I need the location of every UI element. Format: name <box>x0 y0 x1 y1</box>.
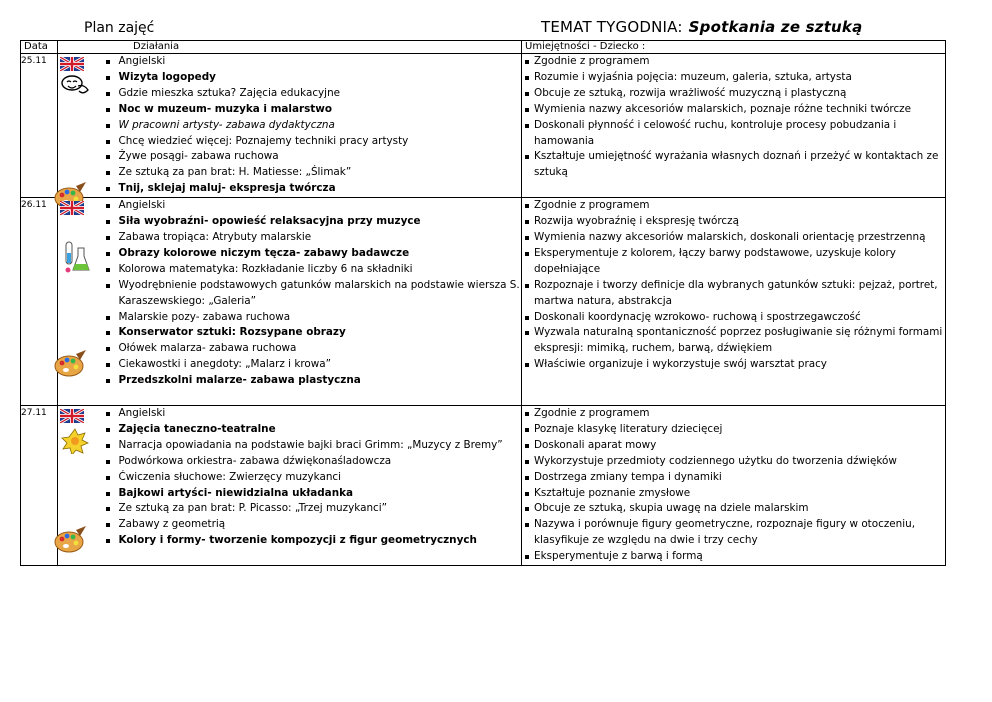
list-item: Wykorzystuje przedmioty codziennego użytku do tworzenia dźwięków <box>522 454 945 470</box>
list-item: Rozwija wyobraźnię i ekspresję twórczą <box>522 214 945 230</box>
list-item: Przedszkolni malarze- zabawa plastyczna <box>98 373 522 389</box>
activities-cell <box>98 198 522 406</box>
list-item: Gdzie mieszka sztuka? Zajęcia edukacyjne <box>98 86 522 102</box>
list-item: Narracja opowiadania na podstawie bajki braci Grimm: „Muzycy z Bremy” <box>98 438 522 454</box>
list-item: Angielski <box>98 198 522 214</box>
list-item: Doskonali koordynację wzrokowo- ruchową i spostrzegawczość <box>522 310 945 326</box>
plan-title: Plan zajęć <box>84 20 155 36</box>
list-item: Wizyta logopedy <box>98 70 522 86</box>
list-item: Eksperymentuje z barwą i formą <box>522 549 945 565</box>
list-item: Żywe posągi- zabawa ruchowa <box>98 149 522 165</box>
list-item: Noc w muzeum- muzyka i malarstwo <box>98 102 522 118</box>
list-item: W pracowni artysty- zabawa dydaktyczna <box>98 118 522 134</box>
lab-flask-icon <box>64 240 90 274</box>
list-item: Doskonali aparat mowy <box>522 438 945 454</box>
skills-list <box>522 198 945 373</box>
list-item: Tnij, sklejaj maluj- ekspresja twórcza <box>98 181 522 197</box>
list-item: Kształtuje poznanie zmysłowe <box>522 486 945 502</box>
list-item: Zgodnie z programem <box>522 54 945 70</box>
day-icons <box>58 406 98 566</box>
list-item: Rozumie i wyjaśnia pojęcia: muzeum, galeria, sztuka, artysta <box>522 70 945 86</box>
list-item: Kształtuje umiejętność wyrażania własnych doznań i przeżyć w kontaktach ze sztuką <box>522 149 945 181</box>
table-header-row <box>21 41 946 54</box>
list-item: Dostrzega zmiany tempa i dynamiki <box>522 470 945 486</box>
list-item: Nazywa i porównuje figury geometryczne, rozpoznaje figury w otoczeniu, klasyfikuje ze względu na dwie i trzy cechy <box>522 517 945 549</box>
list-item: Wymienia nazwy akcesoriów malarskich, poznaje różne techniki twórcze <box>522 102 945 118</box>
topic-name: Spotkania ze sztuką <box>688 18 863 36</box>
list-item: Rozpoznaje i tworzy definicje dla wybranych gatunków sztuki: pejzaż, portret, martwa natura, abstrakcja <box>522 278 945 310</box>
skills-list <box>522 54 945 181</box>
list-item: Wymienia nazwy akcesoriów malarskich, doskonali orientację przestrzenną <box>522 230 945 246</box>
list-item: Eksperymentuje z kolorem, łączy barwy podstawowe, uzyskuje kolory dopełniające <box>522 246 945 278</box>
list-item: Wyzwala naturalną spontaniczność poprzez posługiwanie się różnymi formami ekspresji: mimiką, ruchem, barwą, dźwiękiem <box>522 325 945 357</box>
list-item: Angielski <box>98 54 522 70</box>
skills-cell <box>522 198 946 406</box>
list-item: Chcę wiedzieć więcej: Poznajemy techniki pracy artysty <box>98 134 522 150</box>
list-item: Obrazy kolorowe niczym tęcza- zabawy badawcze <box>98 246 522 262</box>
list-item: Właściwie organizuje i wykorzystuje swój warsztat pracy <box>522 357 945 373</box>
uk-flag-icon <box>60 57 84 71</box>
weekly-plan-table <box>20 40 946 566</box>
list-item: Poznaje klasykę literatury dziecięcej <box>522 422 945 438</box>
paint-palette-icon <box>54 350 88 378</box>
day-row <box>21 54 946 198</box>
skills-cell <box>522 406 946 566</box>
uk-flag-icon <box>60 409 84 423</box>
skills-column-header: Umiejętności - Dziecko : <box>522 41 946 54</box>
list-item: Konserwator sztuki: Rozsypane obrazy <box>98 325 522 341</box>
day-date: 27.11 <box>21 406 58 566</box>
list-item: Ćwiczenia słuchowe: Zwierzęcy muzykanci <box>98 470 522 486</box>
list-item: Zgodnie z programem <box>522 406 945 422</box>
activities-cell <box>98 406 522 566</box>
list-item: Zajęcia taneczno-teatralne <box>98 422 522 438</box>
list-item: Zgodnie z programem <box>522 198 945 214</box>
row-spacer <box>98 389 522 405</box>
paint-palette-icon <box>54 526 88 554</box>
activities-list <box>98 198 522 389</box>
list-item: Zabawy z geometrią <box>98 517 522 533</box>
list-item: Obcuje ze sztuką, rozwija wrażliwość muzyczną i plastyczną <box>522 86 945 102</box>
list-item: Ze sztuką za pan brat: P. Picasso: „Trzej muzykanci” <box>98 501 522 517</box>
list-item: Malarskie pozy- zabawa ruchowa <box>98 310 522 326</box>
day-icons <box>58 54 98 198</box>
list-item: Ciekawostki i anegdoty: „Malarz i krowa” <box>98 357 522 373</box>
day-row <box>21 198 946 406</box>
list-item: Zabawa tropiąca: Atrybuty malarskie <box>98 230 522 246</box>
activities-list <box>98 54 522 197</box>
list-item: Bajkowi artyści- niewidzialna układanka <box>98 486 522 502</box>
activities-column-header: Działania <box>58 41 522 54</box>
list-item: Wyodrębnienie podstawowych gatunków malarskich na podstawie wiersza S. Karaszewskiego: „Galeria” <box>98 278 522 310</box>
paint-splash-icon <box>61 428 89 454</box>
list-item: Angielski <box>98 406 522 422</box>
skills-list <box>522 406 945 565</box>
list-item: Kolory i formy- tworzenie kompozycji z figur geometrycznych <box>98 533 522 549</box>
list-item: Ołówek malarza- zabawa ruchowa <box>98 341 522 357</box>
date-column-header: Data <box>21 41 58 54</box>
topic-label: TEMAT TYGODNIA: <box>541 18 683 36</box>
list-item: Doskonali płynność i celowość ruchu, kontroluje procesy pobudzania i hamowania <box>522 118 945 150</box>
day-row <box>21 406 946 566</box>
list-item: Ze sztuką za pan brat: H. Matiesse: „Ślimak” <box>98 165 522 181</box>
skills-cell <box>522 54 946 198</box>
day-date: 26.11 <box>21 198 58 406</box>
day-icons <box>58 198 98 406</box>
list-item: Obcuje ze sztuką, skupia uwagę na dziele malarskim <box>522 501 945 517</box>
uk-flag-icon <box>60 201 84 215</box>
activities-cell <box>98 54 522 198</box>
list-item: Podwórkowa orkiestra- zabawa dźwiękonaśladowcza <box>98 454 522 470</box>
theatre-mask-icon <box>61 74 91 96</box>
list-item: Siła wyobraźni- opowieść relaksacyjna przy muzyce <box>98 214 522 230</box>
day-date: 25.11 <box>21 54 58 198</box>
week-topic-heading <box>541 18 862 36</box>
activities-list <box>98 406 522 549</box>
list-item: Kolorowa matematyka: Rozkładanie liczby 6 na składniki <box>98 262 522 278</box>
